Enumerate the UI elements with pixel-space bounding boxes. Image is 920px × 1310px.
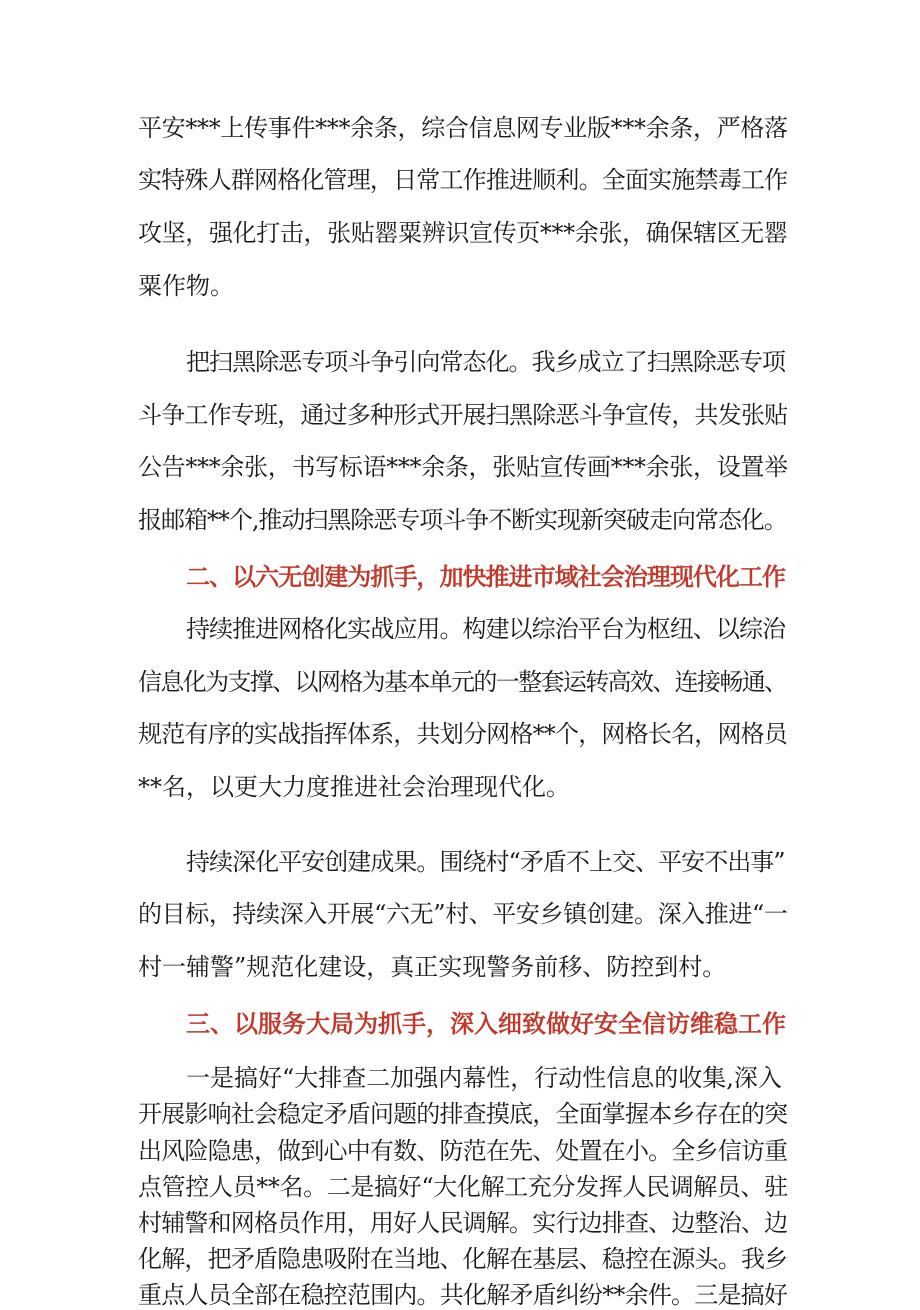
paragraph-line: 公告***余张，书写标语***余条，张贴宣传画***余张，设置举 [138,453,788,481]
paragraph-line: 持续推进网格化实战应用。构建以综治平台为枢纽、以综治 [186,615,786,643]
paragraph-line: 粟作物。 [138,272,234,300]
paragraph-line: 重点人员全部在稳控范围内。共化解矛盾纠纷**余件。三是搞好 [138,1281,788,1309]
section-heading: 二、以六无创建为抓手，加快推进市域社会治理现代化工作 [186,563,786,591]
paragraph-line: 实特殊人群网格化管理，日常工作推进顺利。全面实施禁毒工作 [138,166,788,194]
paragraph-line: 攻坚，强化打击，张贴罂粟辨识宣传页***余张，确保辖区无罂 [138,219,788,247]
paragraph-line: 化解，把矛盾隐患吸附在当地、化解在基层、稳控在源头。我乡 [138,1245,788,1273]
paragraph-line: 一是搞好“大排查二加强内幕性，行动性信息的收集,深入 [186,1064,782,1092]
section-heading: 三、以服务大局为抓手，深入细致做好安全信访维稳工作 [186,1010,786,1038]
paragraph-line: 平安***上传事件***余条，综合信息网专业版***余条，严格落 [138,114,788,142]
paragraph-line: 信息化为支撑、以网格为基本单元的一整套运转高效、连接畅通、 [138,668,787,696]
paragraph-line: 把扫黑除恶专项斗争引向常态化。我乡成立了扫黑除恶专项 [186,348,786,376]
paragraph-line: 出风险隐患，做到心中有数、防范在先、处置在小。全乡信访重 [138,1137,788,1165]
paragraph-line: 持续深化平安创建成果。围绕村“矛盾不上交、平安不出事” [186,848,785,876]
paragraph-line: 规范有序的实战指挥体系，共划分网格**个，网格长名，网格员 [138,720,788,748]
paragraph-line: 点管控人员**名。二是搞好“大化解工充分发挥人民调解员、驻 [138,1173,788,1201]
paragraph-line: **名，以更大力度推进社会治理现代化。 [138,773,570,801]
paragraph-line: 村一辅警”规范化建设，真正实现警务前移、防控到村。 [138,953,727,981]
paragraph-line: 的目标，持续深入开展“六无”村、平安乡镇创建。深入推进“一 [138,900,788,928]
paragraph-line: 斗争工作专班，通过多种形式开展扫黑除恶斗争宣传，共发张贴 [138,401,788,429]
paragraph-line: 村辅警和网格员作用，用好人民调解。实行边排查、边整治、边 [138,1209,788,1237]
paragraph-line: 报邮箱**个,推动扫黑除恶专项斗争不断实现新突破走向常态化。 [138,506,787,534]
paragraph-line: 开展影响社会稳定矛盾问题的排查摸底，全面掌握本乡存在的突 [138,1100,788,1128]
